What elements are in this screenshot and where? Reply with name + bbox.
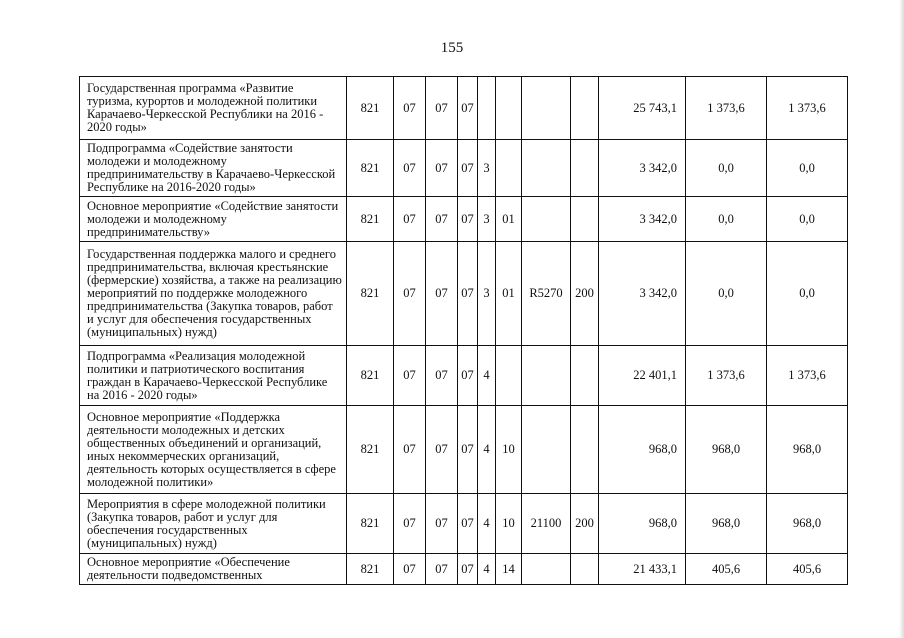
direction-code xyxy=(522,554,571,585)
section-code: 07 xyxy=(394,77,426,140)
row-name: Основное мероприятие «Поддержка деятельности молодежных и детских общественных объединений и организаций, иных некоммерческих организаций, деятельность которых осуществляется в сфере молодежной политики» xyxy=(80,406,347,494)
event-code: 10 xyxy=(496,494,522,554)
budget-table xyxy=(79,76,848,585)
event-code xyxy=(496,77,522,140)
event-code xyxy=(496,140,522,197)
amount-2018: 1 373,6 xyxy=(686,346,767,406)
scan-edge-shadow xyxy=(899,0,904,638)
subprogram-code: 3 xyxy=(478,140,496,197)
row-name: Мероприятия в сфере молодежной политики (Закупка товаров, работ и услуг для обеспечения государственных (муниципальных) нужд) xyxy=(80,494,347,554)
table-row xyxy=(80,346,848,406)
amount-2018: 405,6 xyxy=(686,554,767,585)
section-code: 07 xyxy=(394,554,426,585)
expense-type-code xyxy=(571,197,599,242)
ministry-code: 821 xyxy=(347,406,394,494)
amount-2019: 1 373,6 xyxy=(767,346,848,406)
amount-2017: 3 342,0 xyxy=(599,242,686,346)
subsection-code: 07 xyxy=(426,77,458,140)
subsection-code: 07 xyxy=(426,406,458,494)
amount-2019: 968,0 xyxy=(767,406,848,494)
table-row xyxy=(80,554,848,585)
amount-2018: 0,0 xyxy=(686,197,767,242)
subsection-code: 07 xyxy=(426,494,458,554)
row-name: Основное мероприятие «Обеспечение деятельности подведомственных xyxy=(80,554,347,585)
program-code: 07 xyxy=(458,554,478,585)
program-code: 07 xyxy=(458,494,478,554)
amount-2018: 1 373,6 xyxy=(686,77,767,140)
event-code xyxy=(496,346,522,406)
section-code: 07 xyxy=(394,494,426,554)
amount-2017: 3 342,0 xyxy=(599,140,686,197)
subprogram-code: 4 xyxy=(478,554,496,585)
event-code: 01 xyxy=(496,242,522,346)
row-name: Подпрограмма «Содействие занятости молодежи и молодежному предпринимательству в Карачаево-Черкесской Республике на 2016-2020 годы» xyxy=(80,140,347,197)
program-code: 07 xyxy=(458,197,478,242)
table-row xyxy=(80,77,848,140)
subprogram-code xyxy=(478,77,496,140)
program-code: 07 xyxy=(458,140,478,197)
program-code: 07 xyxy=(458,346,478,406)
table-row xyxy=(80,140,848,197)
amount-2017: 3 342,0 xyxy=(599,197,686,242)
table-row xyxy=(80,197,848,242)
ministry-code: 821 xyxy=(347,77,394,140)
expense-type-code xyxy=(571,554,599,585)
subsection-code: 07 xyxy=(426,554,458,585)
amount-2018: 0,0 xyxy=(686,242,767,346)
direction-code xyxy=(522,406,571,494)
section-code: 07 xyxy=(394,406,426,494)
direction-code: 21100 xyxy=(522,494,571,554)
subsection-code: 07 xyxy=(426,140,458,197)
subsection-code: 07 xyxy=(426,346,458,406)
program-code: 07 xyxy=(458,77,478,140)
table-row xyxy=(80,406,848,494)
event-code: 10 xyxy=(496,406,522,494)
event-code: 01 xyxy=(496,197,522,242)
amount-2017: 968,0 xyxy=(599,494,686,554)
subsection-code: 07 xyxy=(426,242,458,346)
amount-2019: 0,0 xyxy=(767,140,848,197)
table-row xyxy=(80,242,848,346)
subsection-code: 07 xyxy=(426,197,458,242)
row-name: Основное мероприятие «Содействие занятости молодежи и молодежному предпринимательству» xyxy=(80,197,347,242)
subprogram-code: 3 xyxy=(478,197,496,242)
row-name: Государственная поддержка малого и среднего предпринимательства, включая крестьянские (фермерские) хозяйства, а также на реализацию мероприятий по поддержке молодежного предпринимательства (Закупка товаров, работ и услуг для обеспечения государственных (муниципальных) нужд) xyxy=(80,242,347,346)
section-code: 07 xyxy=(394,242,426,346)
amount-2019: 405,6 xyxy=(767,554,848,585)
expense-type-code xyxy=(571,140,599,197)
ministry-code: 821 xyxy=(347,494,394,554)
page-number: 155 xyxy=(440,40,464,56)
program-code: 07 xyxy=(458,406,478,494)
section-code: 07 xyxy=(394,346,426,406)
expense-type-code xyxy=(571,77,599,140)
amount-2017: 21 433,1 xyxy=(599,554,686,585)
direction-code xyxy=(522,140,571,197)
direction-code xyxy=(522,346,571,406)
expense-type-code xyxy=(571,346,599,406)
ministry-code: 821 xyxy=(347,346,394,406)
subprogram-code: 4 xyxy=(478,406,496,494)
subprogram-code: 4 xyxy=(478,494,496,554)
amount-2018: 968,0 xyxy=(686,406,767,494)
row-name: Государственная программа «Развитие туризма, курортов и молодежной политики Карачаево-Черкесской Республики на 2016 - 2020 годы» xyxy=(80,77,347,140)
ministry-code: 821 xyxy=(347,197,394,242)
amount-2019: 0,0 xyxy=(767,197,848,242)
program-code: 07 xyxy=(458,242,478,346)
subprogram-code: 4 xyxy=(478,346,496,406)
expense-type-code xyxy=(571,406,599,494)
table-row xyxy=(80,494,848,554)
amount-2017: 25 743,1 xyxy=(599,77,686,140)
direction-code: R5270 xyxy=(522,242,571,346)
amount-2017: 968,0 xyxy=(599,406,686,494)
row-name: Подпрограмма «Реализация молодежной политики и патриотического воспитания граждан в Карачаево-Черкесской Республике на 2016 - 2020 годы» xyxy=(80,346,347,406)
amount-2019: 1 373,6 xyxy=(767,77,848,140)
subprogram-code: 3 xyxy=(478,242,496,346)
expense-type-code: 200 xyxy=(571,494,599,554)
amount-2019: 0,0 xyxy=(767,242,848,346)
direction-code xyxy=(522,197,571,242)
amount-2018: 0,0 xyxy=(686,140,767,197)
amount-2017: 22 401,1 xyxy=(599,346,686,406)
ministry-code: 821 xyxy=(347,242,394,346)
ministry-code: 821 xyxy=(347,554,394,585)
ministry-code: 821 xyxy=(347,140,394,197)
expense-type-code: 200 xyxy=(571,242,599,346)
direction-code xyxy=(522,77,571,140)
amount-2019: 968,0 xyxy=(767,494,848,554)
amount-2018: 968,0 xyxy=(686,494,767,554)
section-code: 07 xyxy=(394,140,426,197)
event-code: 14 xyxy=(496,554,522,585)
section-code: 07 xyxy=(394,197,426,242)
